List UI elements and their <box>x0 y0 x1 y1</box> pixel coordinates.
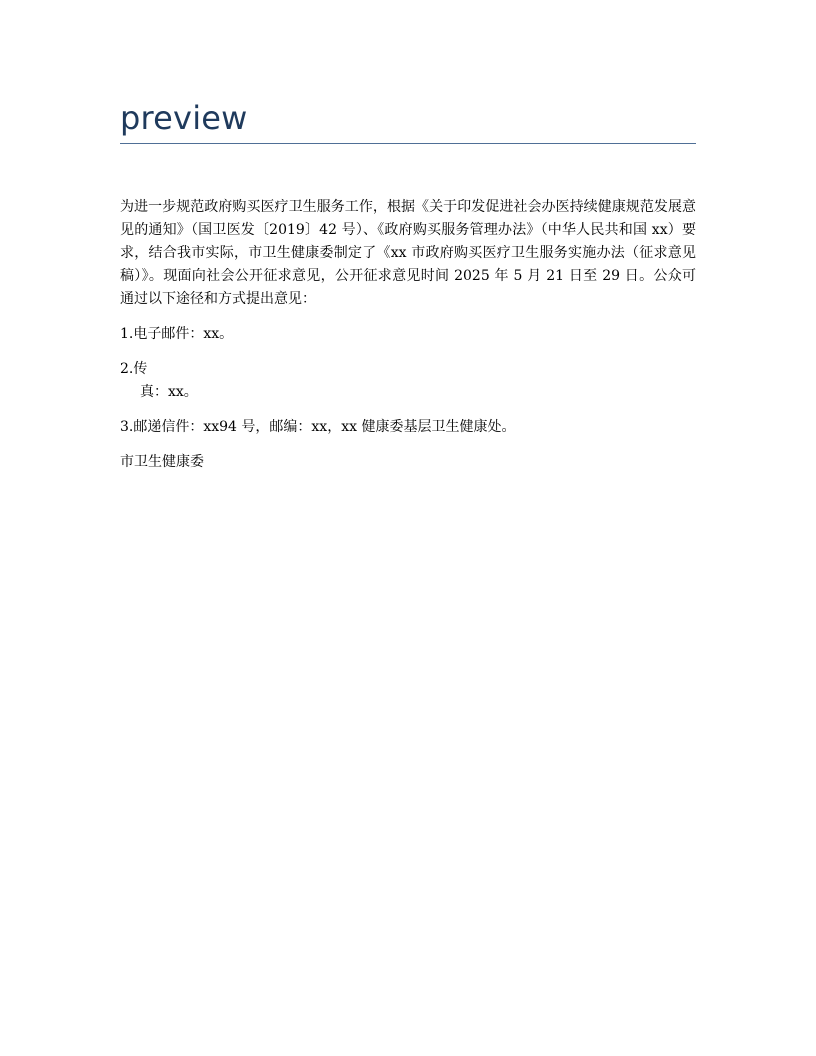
list-item-email: 1.电子邮件：xx。 <box>120 326 234 342</box>
document-body <box>120 196 696 486</box>
signature: 市卫生健康委 <box>120 454 204 470</box>
fax-value: 真：xx。 <box>140 384 198 400</box>
fax-label: 2.传 <box>120 361 148 377</box>
main-paragraph: 为进一步规范政府购买医疗卫生服务工作，根据《关于印发促进社会办医持续健康规范发展意见的通知》（国卫医发〔2019〕42 号）、《政府购买服务管理办法》（中华人民共和国 xx）要求，结合我市实际，市卫生健康委制定了《xx 市政府购买医疗卫生服务实施办法（征求意见稿）》。现面向社会公开征求意见，公开征求意见时间 2025 年 5 月 21 日至 29 日。公众可通过以下途径和方式提出意见： <box>120 199 696 307</box>
list-item-mail: 3.邮递信件：xx94 号，邮编：xx，xx 健康委基层卫生健康处。 <box>120 419 516 435</box>
title-underline <box>120 143 696 144</box>
list-item-fax <box>120 358 696 404</box>
document-title: preview <box>120 99 248 137</box>
